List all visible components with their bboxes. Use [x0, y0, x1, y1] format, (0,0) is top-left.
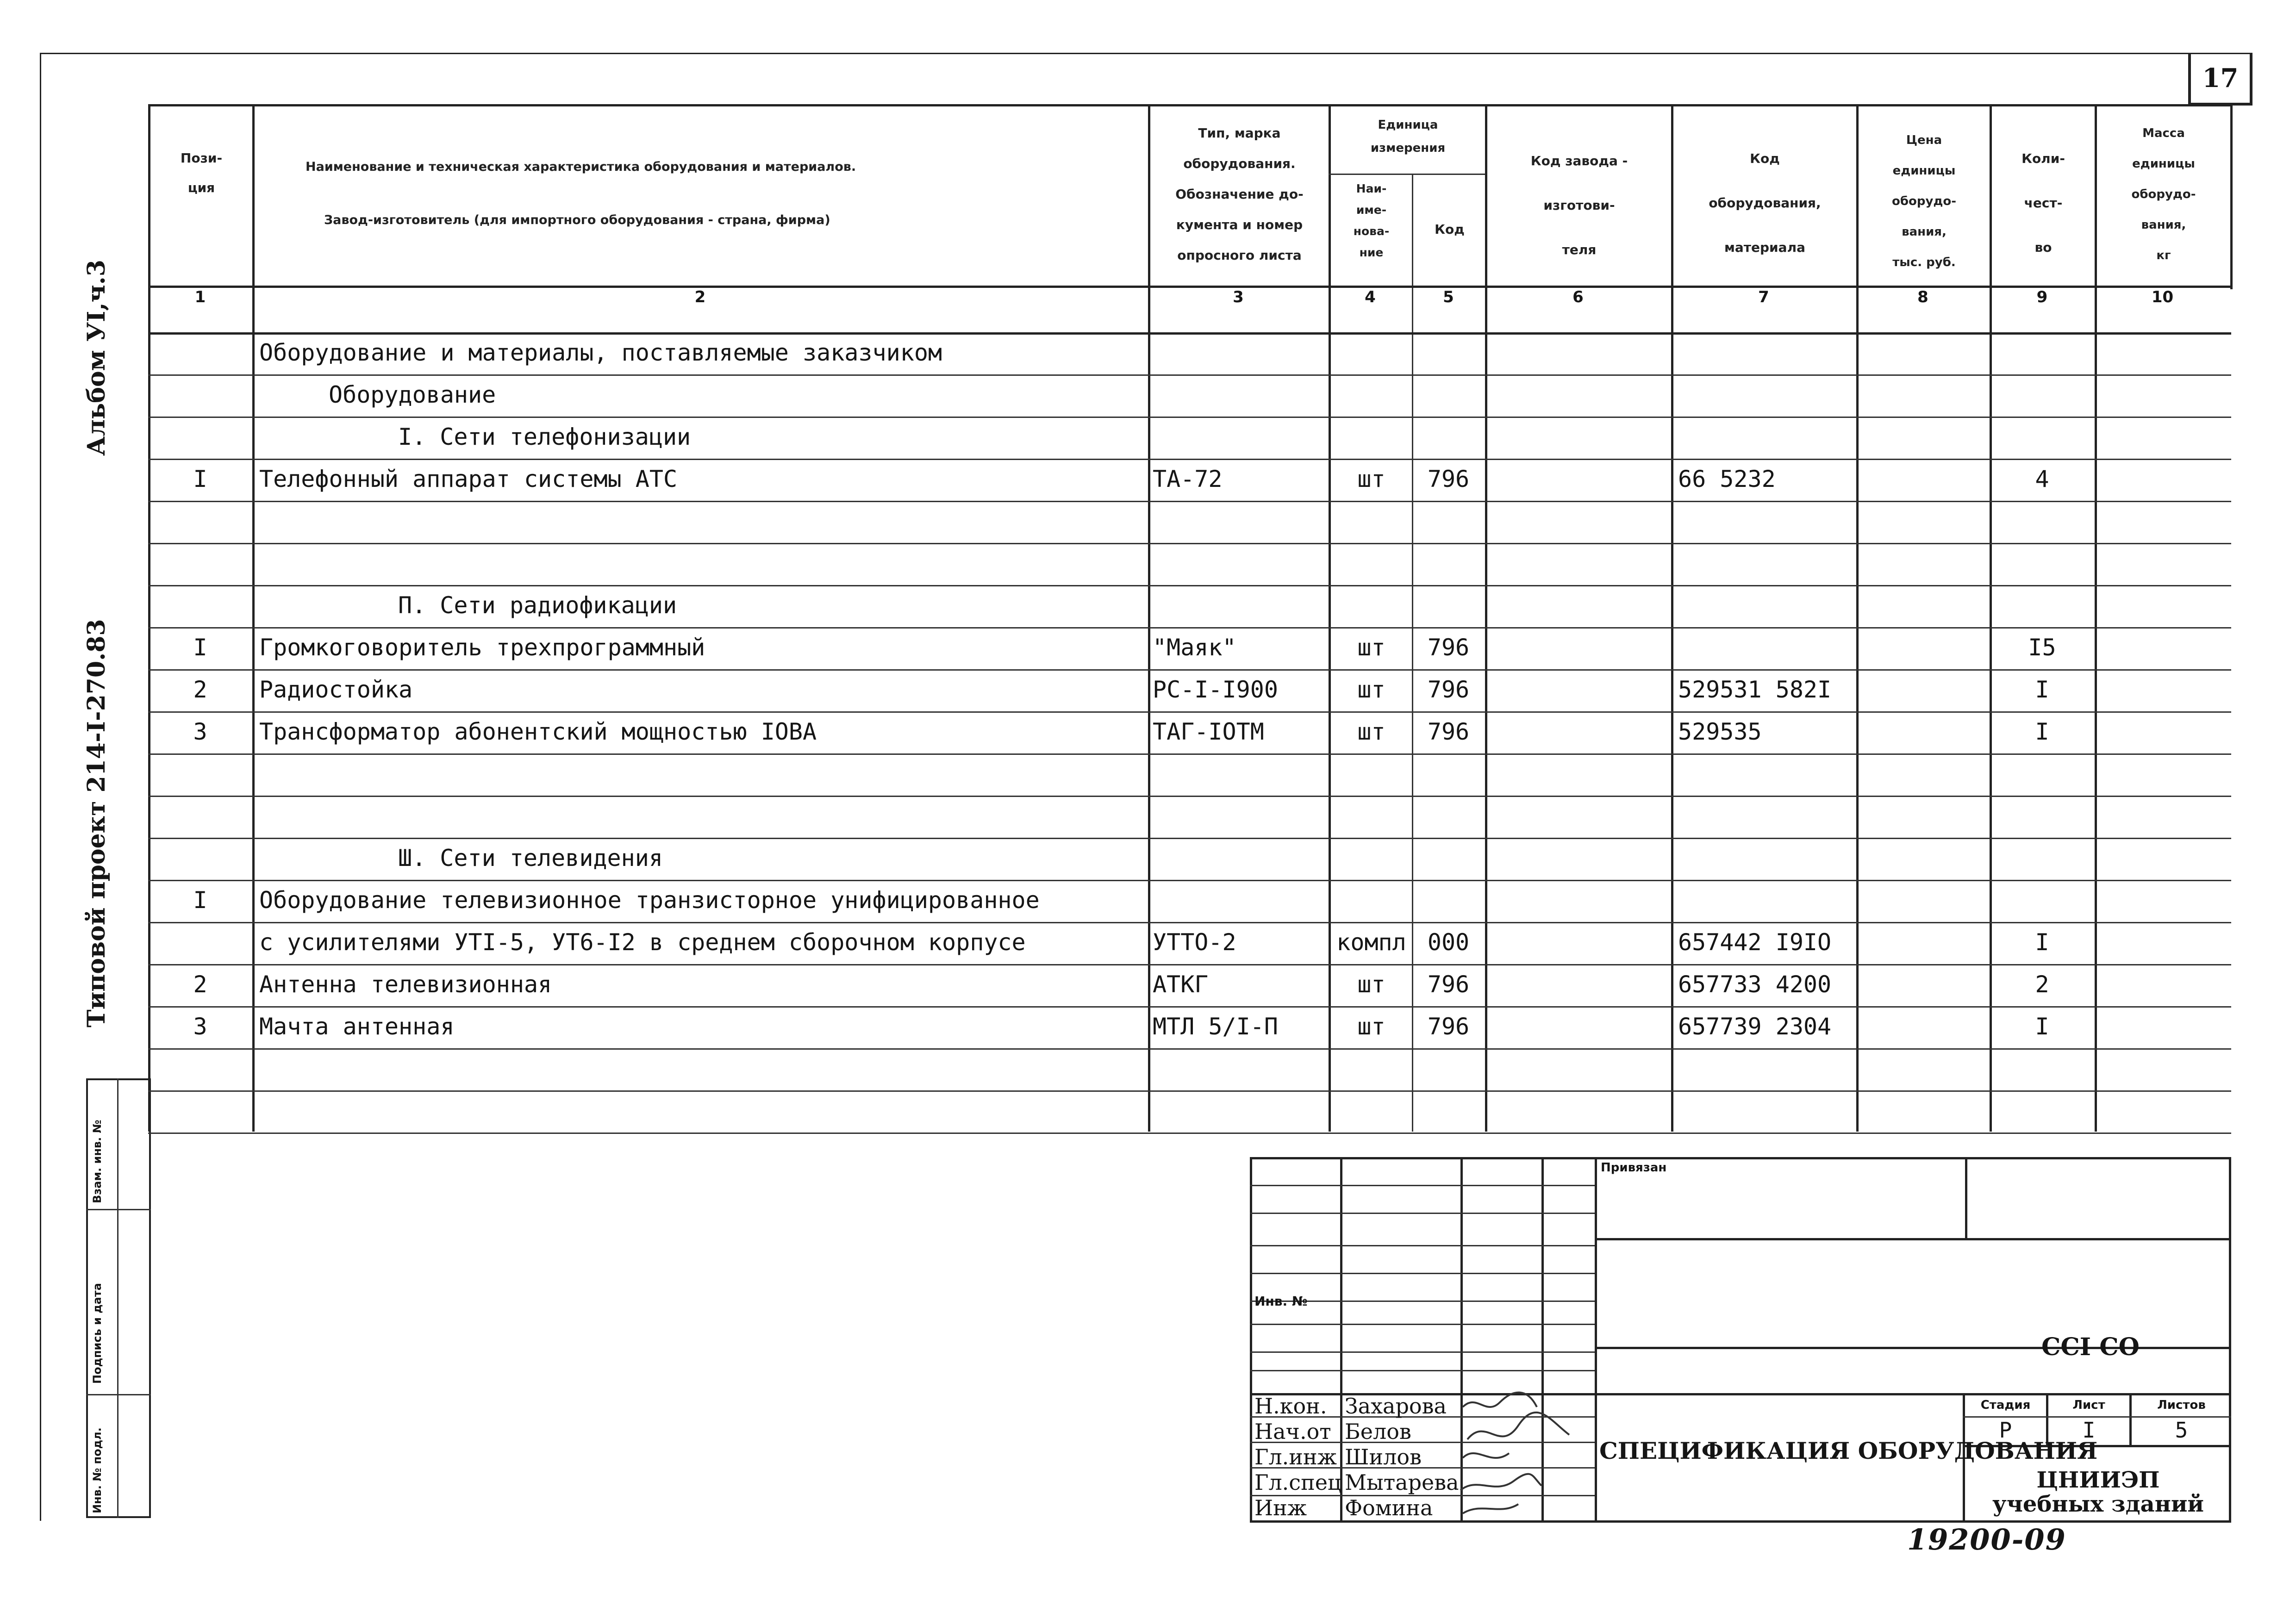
staff-role: Инж: [1254, 1495, 1307, 1520]
header-unit-name: Наи- име- нова- ние: [1353, 182, 1390, 259]
cell-type: "Маяк": [1153, 634, 1236, 661]
cell-pos: I: [193, 887, 207, 914]
sheet-value: I: [2082, 1418, 2096, 1443]
doc-code: ССI СО: [2041, 1333, 2140, 1361]
colno-1: 1: [194, 288, 206, 306]
cell-code: 796: [1427, 718, 1470, 745]
archive-number: 19200-09: [1907, 1523, 2066, 1556]
title-grid-line: [1250, 1213, 1595, 1214]
staff-role: Гл.инж: [1254, 1444, 1337, 1469]
cell-qty: I: [2035, 929, 2049, 956]
cell-qty: I: [2035, 718, 2049, 745]
cell-code: 000: [1427, 929, 1470, 956]
stamp-sign-date: Подпись и дата: [91, 1283, 104, 1384]
row-divider: [148, 1048, 2231, 1050]
colno-2: 2: [694, 288, 706, 306]
row-divider: [148, 1090, 2231, 1092]
staff-role: Н.кон.: [1254, 1394, 1327, 1419]
cell-equip: 529535: [1678, 718, 1762, 745]
sheets-value: 5: [2175, 1418, 2188, 1443]
linked-label: Привязан: [1601, 1161, 1667, 1175]
title-grid-line: [1250, 1370, 1595, 1371]
header-qty: Коли- чест- во: [2021, 151, 2065, 255]
colno-8: 8: [1917, 288, 1928, 306]
cell-equip: 529531 582I: [1678, 676, 1832, 703]
cell-code: 796: [1427, 676, 1470, 703]
staff-name: Шилов: [1345, 1444, 1422, 1469]
header-type: Тип, марка оборудования. Обозначение до- кумента и номер опросного листа: [1175, 125, 1304, 263]
colno-6: 6: [1572, 288, 1584, 306]
cell-name: Ш. Сети телевидения: [398, 845, 663, 871]
row-divider: [148, 753, 2231, 755]
cell-name: П. Сети радиофикации: [398, 592, 677, 619]
staff-name: Мытарева: [1345, 1470, 1459, 1495]
colno-9: 9: [2036, 288, 2048, 306]
cell-qty: I: [2035, 1013, 2049, 1040]
cell-name: I. Сети телефонизации: [398, 423, 691, 450]
row-divider: [148, 711, 2231, 713]
cell-equip: 66 5232: [1678, 466, 1776, 492]
staff-role: Нач.от: [1254, 1419, 1331, 1444]
header-unit-code: Код: [1435, 222, 1465, 237]
cell-pos: 3: [193, 718, 207, 745]
header-price: Цена единицы оборудо- вания, тыс. руб.: [1891, 133, 1957, 269]
cell-qty: 2: [2035, 971, 2049, 998]
inv-no-label: Инв. №: [1254, 1294, 1308, 1309]
staff-role: Гл.спец: [1254, 1470, 1341, 1495]
row-divider: [148, 796, 2231, 797]
cell-type: АТКГ: [1153, 971, 1209, 998]
signature-fomina: [1463, 1504, 1518, 1513]
org-line1: ЦНИИЭП: [2036, 1467, 2160, 1493]
cell-pos: I: [193, 634, 207, 661]
cell-pos: 2: [193, 676, 207, 703]
header-mass: Масса единицы оборудо- вания, кг: [2131, 126, 2196, 262]
cell-name: Трансформатор абонентский мощностью IOВА: [259, 718, 817, 745]
cell-equip: 657733 4200: [1678, 971, 1832, 998]
header-plant-code: Код завода - изготови- теля: [1530, 153, 1628, 257]
staff-name: Фомина: [1345, 1495, 1433, 1520]
cell-type: УТТО-2: [1153, 929, 1236, 956]
row-divider: [148, 627, 2231, 629]
title-grid-line: [1250, 1185, 1595, 1186]
cell-name: Антенна телевизионная: [259, 971, 552, 998]
document-title: СПЕЦИФИКАЦИЯ ОБОРУДОВАНИЯ: [1599, 1437, 2098, 1464]
colno-5: 5: [1443, 288, 1454, 306]
header-position: Пози- ция: [180, 150, 223, 195]
album-label: Альбом УI,ч.3: [82, 260, 111, 456]
cell-qty: 4: [2035, 466, 2049, 492]
sheet-label: Лист: [2072, 1398, 2105, 1412]
cell-name: Телефонный аппарат системы АТС: [259, 466, 678, 492]
signature-mytareva: [1460, 1474, 1541, 1490]
cell-qty: I: [2035, 676, 2049, 703]
colno-4: 4: [1365, 288, 1376, 306]
title-grid-line: [1250, 1324, 1595, 1325]
project-label: Типовой проект 214-I-270.83: [82, 619, 111, 1027]
cell-name: Мачта антенная: [259, 1013, 455, 1040]
row-divider: [148, 459, 2231, 460]
cell-unit: шт: [1357, 971, 1385, 998]
cell-name: Громкоговоритель трехпрограммный: [259, 634, 705, 661]
cell-code: 796: [1427, 971, 1470, 998]
row-divider: [148, 501, 2231, 502]
cell-code: 796: [1427, 466, 1470, 492]
cell-unit: шт: [1357, 466, 1385, 492]
signature-shilov: [1463, 1453, 1509, 1458]
row-divider: [148, 374, 2231, 376]
staff-name: Белов: [1345, 1419, 1411, 1444]
title-grid-line: [1250, 1273, 1595, 1274]
cell-equip: 657442 I9IO: [1678, 929, 1832, 956]
cell-unit: шт: [1357, 634, 1385, 661]
colno-7: 7: [1758, 288, 1769, 306]
signature-marks: [1458, 1388, 1597, 1523]
cell-pos: 3: [193, 1013, 207, 1040]
org-line2: учебных зданий: [1992, 1491, 2204, 1517]
cell-unit: компл: [1336, 929, 1406, 956]
cell-type: ТАГ-IOTM: [1153, 718, 1264, 745]
row-divider: [148, 838, 2231, 839]
row-divider: [148, 543, 2231, 544]
cell-unit: шт: [1357, 718, 1385, 745]
row-divider: [148, 922, 2231, 923]
cell-name: Оборудование и материалы, поставляемые заказчиком: [259, 339, 942, 366]
signature-belov: [1467, 1413, 1569, 1439]
signature-zakharova: [1463, 1393, 1537, 1407]
sheets-label: Листов: [2157, 1398, 2206, 1412]
cell-qty: I5: [2028, 634, 2056, 661]
cell-pos: I: [193, 466, 207, 492]
cell-unit: шт: [1357, 676, 1385, 703]
cell-unit: шт: [1357, 1013, 1385, 1040]
header-unit: Единица измерения: [1370, 118, 1446, 155]
cell-type: ТА-72: [1153, 466, 1223, 492]
row-divider: [148, 880, 2231, 881]
row-divider: [148, 669, 2231, 671]
stage-label: Стадия: [1980, 1398, 2031, 1412]
sheet-number: 17: [2188, 53, 2252, 106]
cell-type: МТЛ 5/I-П: [1153, 1013, 1278, 1040]
title-grid-line: [1250, 1351, 1595, 1353]
colno-10: 10: [2151, 288, 2174, 306]
row-divider: [148, 964, 2231, 965]
cell-name: Оборудование телевизионное транзисторное унифицированное: [259, 887, 1040, 914]
colno-3: 3: [1233, 288, 1244, 306]
stage-value: Р: [1999, 1418, 2012, 1443]
cell-pos: 2: [193, 971, 207, 998]
title-grid-line: [1250, 1245, 1595, 1246]
staff-name: Захарова: [1345, 1394, 1447, 1419]
header-name-line2: Завод-изготовитель (для импортного оборудования - страна, фирма): [324, 213, 830, 227]
cell-equip: 657739 2304: [1678, 1013, 1832, 1040]
row-divider: [148, 1006, 2231, 1008]
stamp-replace-inv: Взам. инв. №: [91, 1120, 104, 1203]
stamp-inv-orig: Инв. № подл.: [91, 1427, 104, 1513]
header-name-line1: Наименование и техническая характеристика оборудования и материалов.: [306, 160, 856, 174]
row-divider: [148, 1133, 2231, 1134]
cell-code: 796: [1427, 1013, 1470, 1040]
row-divider: [148, 417, 2231, 418]
cell-code: 796: [1427, 634, 1470, 661]
cell-name: Радиостойка: [259, 676, 413, 703]
cell-type: РС-I-I900: [1153, 676, 1278, 703]
header-equip-code: Код оборудования, материала: [1709, 151, 1821, 255]
cell-name: Оборудование: [329, 381, 496, 408]
cell-name: с усилителями УТI-5, УТ6-I2 в среднем сборочном корпусе: [259, 929, 1026, 956]
row-divider: [148, 585, 2231, 586]
